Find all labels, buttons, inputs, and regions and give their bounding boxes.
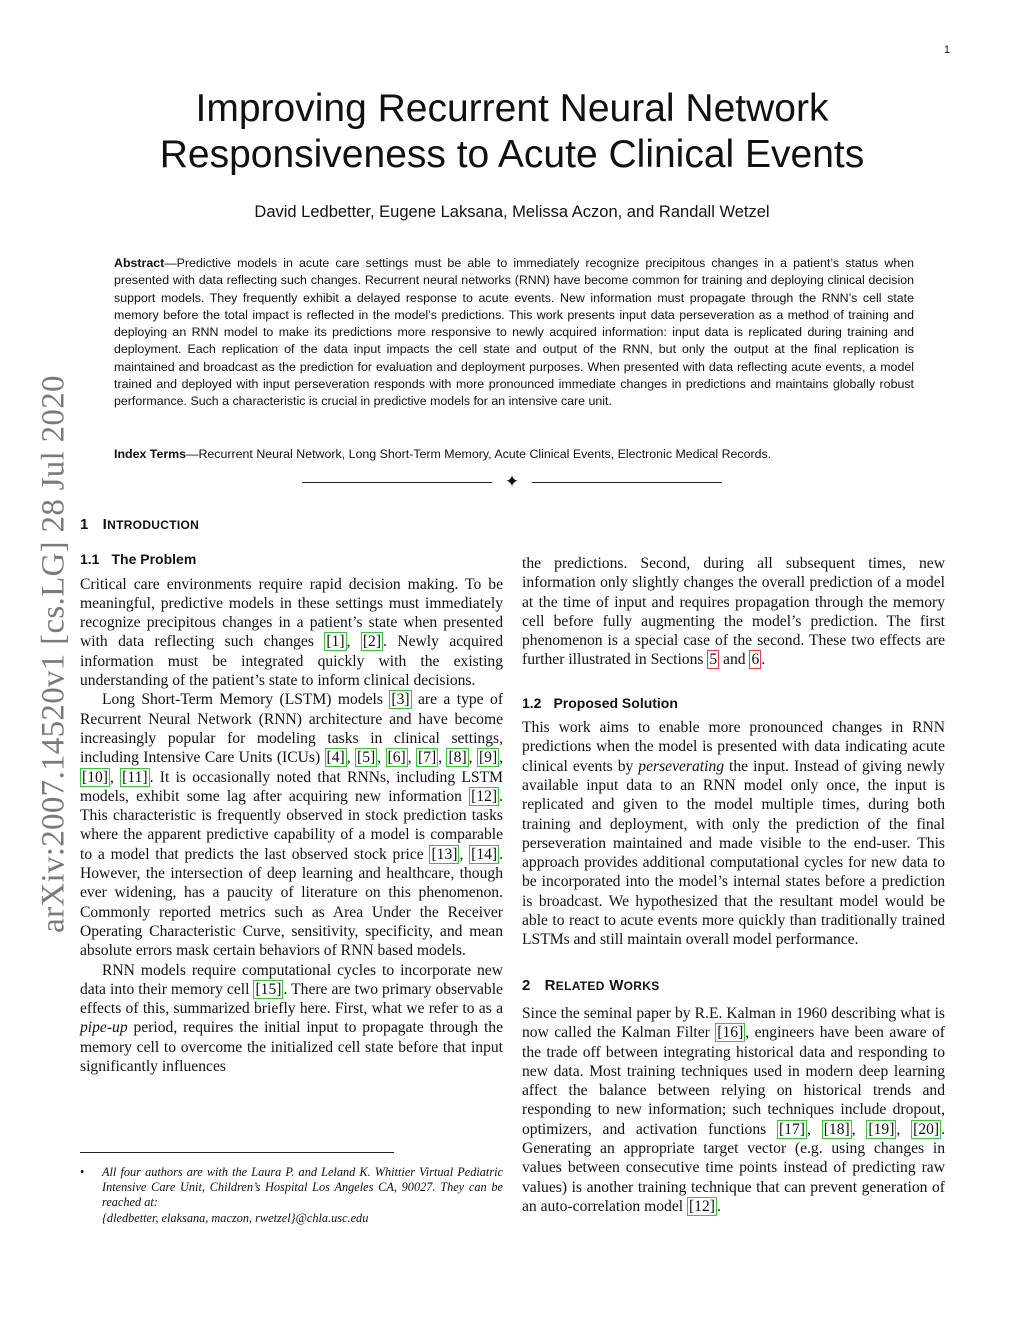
- citation-link[interactable]: [14]: [471, 845, 498, 863]
- subsection-number: 1.1: [80, 551, 100, 568]
- citation-link[interactable]: [12]: [688, 1197, 715, 1215]
- citation-link[interactable]: [9]: [478, 749, 498, 767]
- citation-link[interactable]: [5]: [357, 749, 376, 767]
- citation-link[interactable]: [1]: [326, 633, 345, 651]
- footnote-emails: {dledbetter, elaksana, maczon, rwetzel}@chla.usc.edu: [102, 1210, 369, 1225]
- paper-title: [0, 86, 1024, 178]
- citation-link[interactable]: [11]: [122, 768, 148, 786]
- subsection-title: The Problem: [111, 551, 197, 568]
- paragraph-problem-1: Critical care environments require rapid decision making. To be meaningful, predictive models in these settings must immediately recognize precipitous changes in a patient’s state when presented with data reflecting such changes [1] , [2] . Newly acquired information must be integrated quickly with the existing understanding of the patient’s state to inform clinical decisions.: [80, 575, 504, 690]
- index-terms: [114, 446, 914, 463]
- citation-link[interactable]: [16]: [717, 1024, 744, 1042]
- abstract-label: Abstract: [114, 256, 165, 270]
- subsection-title: Proposed Solution: [553, 694, 678, 711]
- section-2-heading: 2 RELATED WORKS: [522, 976, 660, 994]
- citation-link[interactable]: [13]: [431, 845, 458, 863]
- footnote-rule: [80, 1152, 394, 1153]
- section-reference-link[interactable]: 5: [709, 651, 718, 669]
- paper-title-line-1: Improving Recurrent Neural Network: [195, 87, 829, 130]
- citation-link[interactable]: [17]: [779, 1120, 805, 1138]
- section-reference-link[interactable]: 6: [751, 651, 760, 669]
- subsection-1-1-heading: [80, 550, 503, 569]
- footnote-bullet-icon: •: [80, 1165, 85, 1179]
- paragraph-proposed-solution: This work aims to enable more pronounced changes in RNN predictions when the model is presented with data indicating acute clinical events by perseverating the input. Instead of giving newly available input data to an RNN model only once, the input is replicated and given to the model multiple times, during both training and deployment, with only the prediction of the final perseveration maintained and made visible to the end-user. This approach provides additional computational cycles for new data to be incorporated into the model’s internal states before a prediction is broadcast. We hypothesized that the resultant model would be able to react to acute events more quickly than traditionally trained LSTMs and still maintain overall model performance.: [522, 719, 945, 949]
- citation-link[interactable]: [10]: [82, 768, 108, 786]
- citation-link[interactable]: [15]: [255, 980, 282, 998]
- citation-link[interactable]: [3]: [391, 691, 410, 709]
- citation-link[interactable]: [19]: [868, 1120, 895, 1138]
- index-terms-label: Index Terms: [114, 447, 187, 461]
- right-column: [522, 554, 945, 1216]
- separator-rule-right: [532, 482, 722, 483]
- paragraph-problem-3: RNN models require computational cycles to incorporate new data into their memory cell [15] . There are two primary observable effects of this, summarized briefly here. First, what we refer to as a pipe-up period, requires the initial input to propagate through the memory cell to overcome the initialized cell state before that input significantly influences: [80, 961, 503, 1076]
- citation-link[interactable]: [2]: [362, 633, 382, 651]
- section-number: 1: [80, 516, 89, 533]
- footnote-affiliation: All four authors are with the Laura P. and Leland K. Whittier Virtual Pediatric Intensive Care Unit, Children’s Hospital Los Angeles CA, 90027. They can be reached at:: [102, 1165, 503, 1210]
- paragraph-problem-continued: the predictions. Second, during all subsequent times, new information only slightly changes the overall prediction of a model at the time of input and requires propagation through the memory cell before fully augmenting the model’s prediction. The first phenomenon is a special case of the second. These two effects are further illustrated in Sections 5 and 6 .: [522, 555, 945, 669]
- citation-link[interactable]: [20]: [913, 1120, 940, 1138]
- left-column: [80, 515, 503, 1076]
- section-number: 2: [522, 976, 531, 994]
- paragraph-problem-2: Long Short-Term Memory (LSTM) models [3] are a type of Recurrent Neural Network (RNN) architecture and have become increasingly popular for modeling tasks in clinical settings, including Intensive Care Units (ICUs) [4] , [5] , [6] , [7] , [8] , [9] , [10] , [11] . It is occasionally noted that RNNs, including LSTM models, exhibit some lag after acquiring new information [12] . This characteristic is frequently observed in stock prediction tasks where the apparent predictive capability of a model is comparable to a model that predicts the last observed stock price [13] , [14] . However, the intersection of deep learning and healthcare, though ever widening, has a paucity of literature on this phenomenon. Commonly reported metrics such as Area Under the Receiver Operating Characteristic Curve, sensitivity, specificity, and mean absolute errors mask certain behaviors of RNN based models.: [80, 691, 504, 960]
- abstract: [114, 255, 914, 411]
- separator-diamond-icon: ✦: [504, 472, 520, 491]
- section-1-heading: 1 INTRODUCTION: [80, 516, 200, 533]
- arxiv-identifier-stamp: arXiv:2007.14520v1 [cs.LG] 28 Jul 2020: [35, 375, 72, 933]
- subsection-1-2-heading: [522, 694, 945, 713]
- citation-link[interactable]: [8]: [448, 749, 467, 767]
- subsection-number: 1.2: [522, 694, 542, 711]
- index-terms-body: —Recurrent Neural Network, Long Short-Term Memory, Acute Clinical Events, Electronic Medical Records.: [186, 447, 772, 461]
- citation-link[interactable]: [12]: [471, 787, 498, 805]
- paper-title-line-2: Responsiveness to Acute Clinical Events: [159, 133, 865, 176]
- abstract-body: —Predictive models in acute care settings must be able to immediately recognize precipitous changes in a patient’s status when presented with data reflecting such changes. Recurrent neural networks (RNN) have become common for training and deploying clinical decision support models. They frequently exhibit a delayed response to acute events. New information must propagate through the RNN’s cell state memory before the total impact is reflected in the model’s predictions. This work presents input data perseveration as a method of training and deploying an RNN model to make its predictions more responsive to newly acquired information: input data is replicated during training and deployment. Each replication of the data input impacts the cell state and output of the RNN, but only the output at the final replication is maintained and broadcast as the prediction for evaluation and deployment purposes. When presented with data reflecting acute events, a model trained and deployed with input perseveration responds with more pronounced immediate changes in predictions and maintains globally robust performance. Such a characteristic is crucial in predictive models for an intensive care unit.: [114, 256, 914, 409]
- separator-rule-left: [302, 482, 492, 483]
- citation-link[interactable]: [18]: [823, 1120, 850, 1138]
- citation-link[interactable]: [7]: [418, 749, 437, 767]
- section-separator: [302, 472, 722, 492]
- author-affiliation-footnote: [80, 1165, 503, 1226]
- citation-link[interactable]: [6]: [387, 749, 406, 767]
- paragraph-related-works: Since the seminal paper by R.E. Kalman in 1960 describing what is now called the Kalman Filter [16] , engineers have been aware of the trade off between integrating historical data and responding to new data. Most training techniques used in modern deep learning affect the balance between relying on historical trends and responding to new information; such techniques include dropout, optimizers, and activation functions [17] , [18] , [19] , [20] . Generating an appropriate target vector (e.g. using changes in values between consecutive time points instead of predicting raw values) is another training technique that can prevent generation of an auto-correlation model [12] .: [522, 1004, 946, 1215]
- page-number: 1: [943, 44, 950, 56]
- author-list: David Ledbetter, Eugene Laksana, Melissa Aczon, and Randall Wetzel: [254, 203, 770, 221]
- citation-link[interactable]: [4]: [326, 749, 345, 767]
